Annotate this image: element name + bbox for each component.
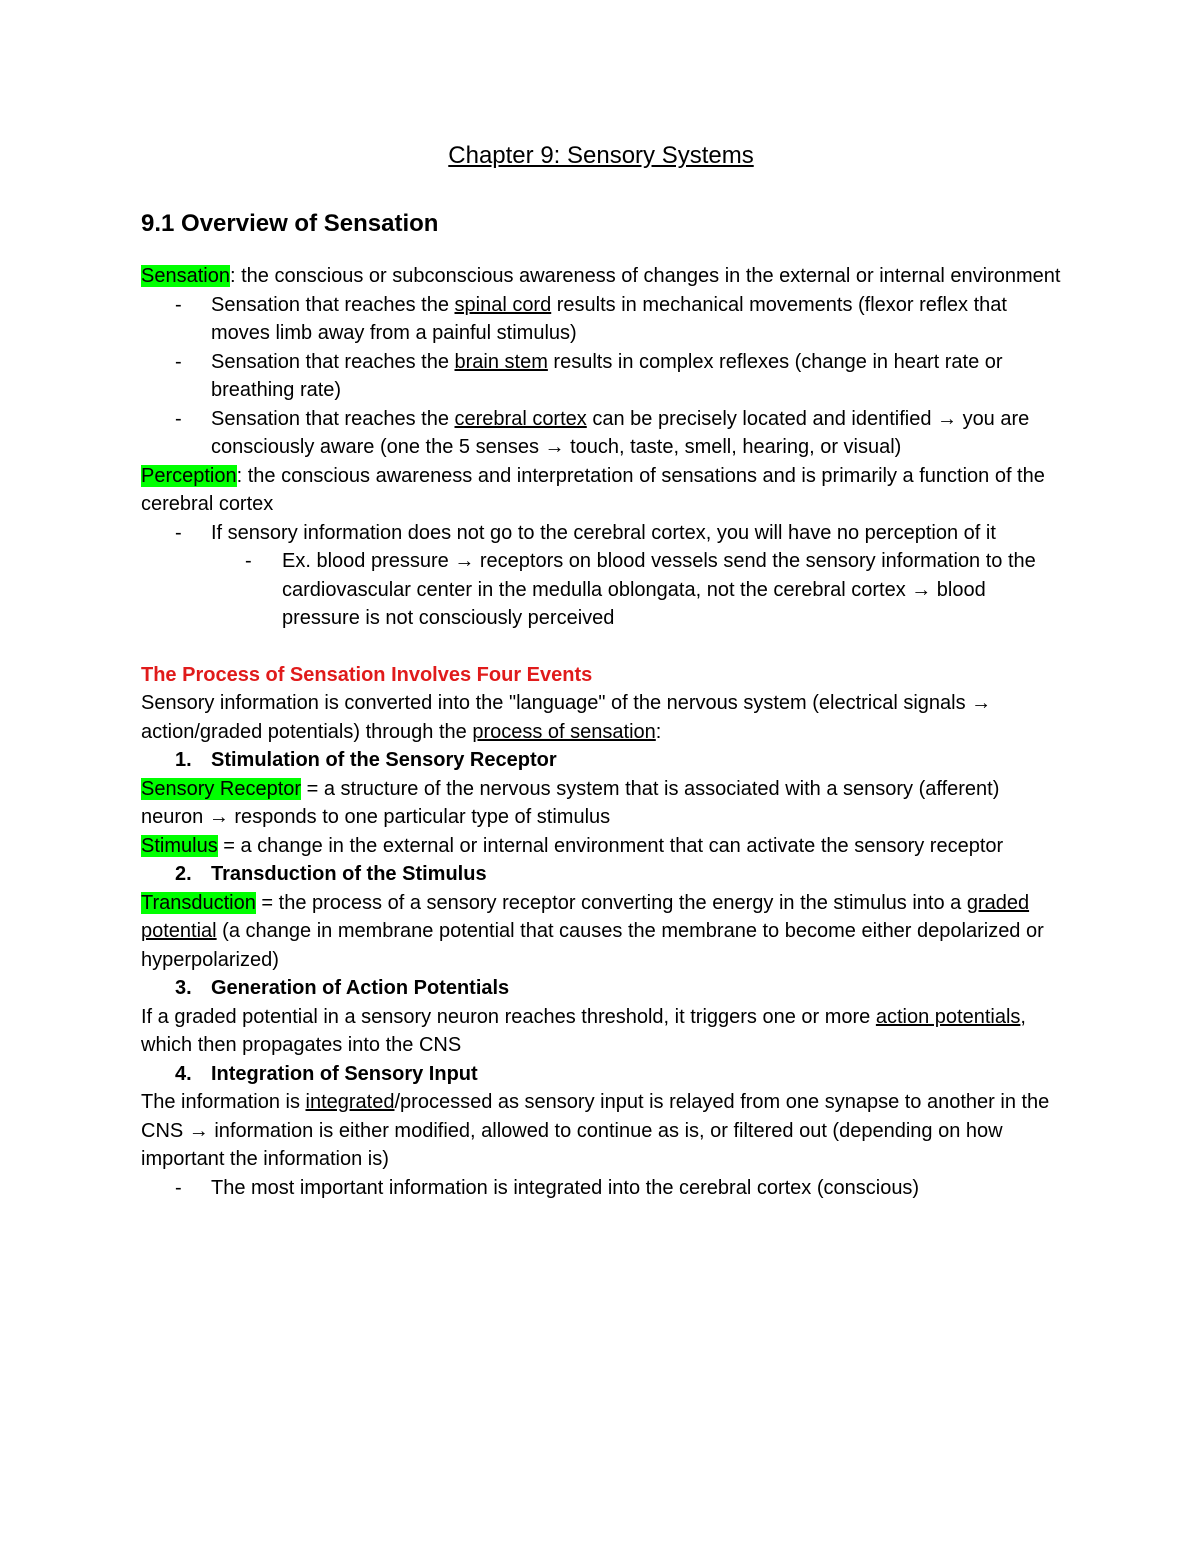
step-label: Stimulation of the Sensory Receptor [211,749,557,771]
perception-definition [141,462,1061,519]
sensory-receptor-definition [141,775,1061,832]
intro-text: : [655,720,662,743]
paragraph-text: /processed as sensory input is relayed from one synapse to another in the CNS → information is either modified, allowed to continue as is, or filtered out (depending on how important the information is) [141,1091,1050,1170]
numbered-step [141,1060,1061,1089]
integration-text [141,1088,1061,1174]
action-potential-text [141,1003,1061,1060]
sub-list-item [141,547,1061,633]
stimulus-definition [141,832,1061,861]
list-item [141,1174,1061,1203]
bullet-text: If sensory information does not go to the cerebral cortex, you will have no perception of it [211,521,996,544]
step-label: Integration of Sensory Input [211,1062,478,1085]
sub-bullet-text: Ex. blood pressure → receptors on blood vessels send the sensory information to the cardiovascular center in the medulla oblongata, not the cerebral cortex → blood pressure is not consciously perceived [282,550,1036,629]
section-heading: 9.1 Overview of Sensation [141,210,439,237]
step-number: 3. [175,977,192,999]
bullet-text: The most important information is integrated into the cerebral cortex (conscious) [211,1176,920,1199]
dash-bullet: - [175,350,182,373]
paragraph-text: If a graded potential in a sensory neuron reaches threshold, it triggers one or more [141,1005,876,1028]
process-intro [141,689,1061,746]
bullet-text: results in complex reflexes (change in heart rate or breathing rate) [211,350,1003,401]
bullet-text: results in mechanical movements (flexor reflex that moves limb away from a painful stimulus) [211,293,1007,344]
paragraph-text: , which then propagates into the CNS [141,1005,1026,1056]
numbered-step [141,974,1061,1003]
highlighted-term-transduction: Transduction [141,891,256,914]
bullet-text: Sensation that reaches the [211,293,455,316]
definition-text: = a structure of the nervous system that is associated with a sensory (afferent) neuron → responds to one particular type of stimulus [141,777,1000,828]
step-label: Generation of Action Potentials [211,977,510,999]
underlined-term: action potentials [875,1005,1021,1028]
dash-bullet: - [175,521,182,544]
step-number: 1. [175,749,192,771]
definition-text: = the process of a sensory receptor converting the energy in the stimulus into a [255,891,967,914]
page-title: Chapter 9: Sensory Systems [448,142,754,169]
underlined-term: process of sensation [472,720,656,743]
step-number: 4. [175,1062,192,1085]
list-item [141,348,1061,405]
definition-text: (a change in membrane potential that causes the membrane to become either depolarized or hyperpolarized) [141,920,1044,971]
bullet-text: Sensation that reaches the [211,407,455,430]
dash-bullet: - [245,550,252,572]
sensation-definition [141,262,1061,291]
highlighted-term-stimulus: Stimulus [141,834,218,857]
highlighted-term-sensory-receptor: Sensory Receptor [141,777,302,800]
definition-text: = a change in the external or internal environment that can activate the sensory receptor [217,834,1004,857]
underlined-term: brain stem [454,350,548,373]
dash-bullet: - [175,293,182,316]
sensation-definition-text: : the conscious or subconscious awareness of changes in the external or internal environment [229,265,1061,287]
list-item [141,519,1061,548]
transduction-definition [141,889,1061,975]
document-content [141,138,1061,1202]
step-label: Transduction of the Stimulus [211,863,487,885]
list-item [141,291,1061,348]
underlined-term: spinal cord [454,293,552,316]
perception-definition-text: : the conscious awareness and interpretation of sensations and is primarily a function of the cerebral cortex [141,464,1045,515]
step-number: 2. [175,863,192,885]
bullet-text: Sensation that reaches the [211,350,455,373]
process-heading: The Process of Sensation Involves Four Events [141,663,593,686]
list-item [141,405,1061,462]
underlined-term: integrated [305,1091,395,1113]
underlined-term: cerebral cortex [454,407,587,430]
dash-bullet: - [175,1176,182,1199]
underlined-term: graded potential [141,891,1030,942]
bullet-text: can be precisely located and identified → you are consciously aware (one the 5 senses → touch, taste, smell, hearing, or visual) [211,407,1030,458]
highlighted-term-perception: Perception [141,464,237,487]
numbered-step [141,746,1061,775]
intro-text: Sensory information is converted into the "language" of the nervous system (electrical signals → action/graded potentials) through the [141,692,992,743]
highlighted-term-sensation: Sensation [141,265,230,287]
paragraph-text: The information is [141,1091,306,1113]
dash-bullet: - [175,407,182,430]
numbered-step [141,860,1061,889]
